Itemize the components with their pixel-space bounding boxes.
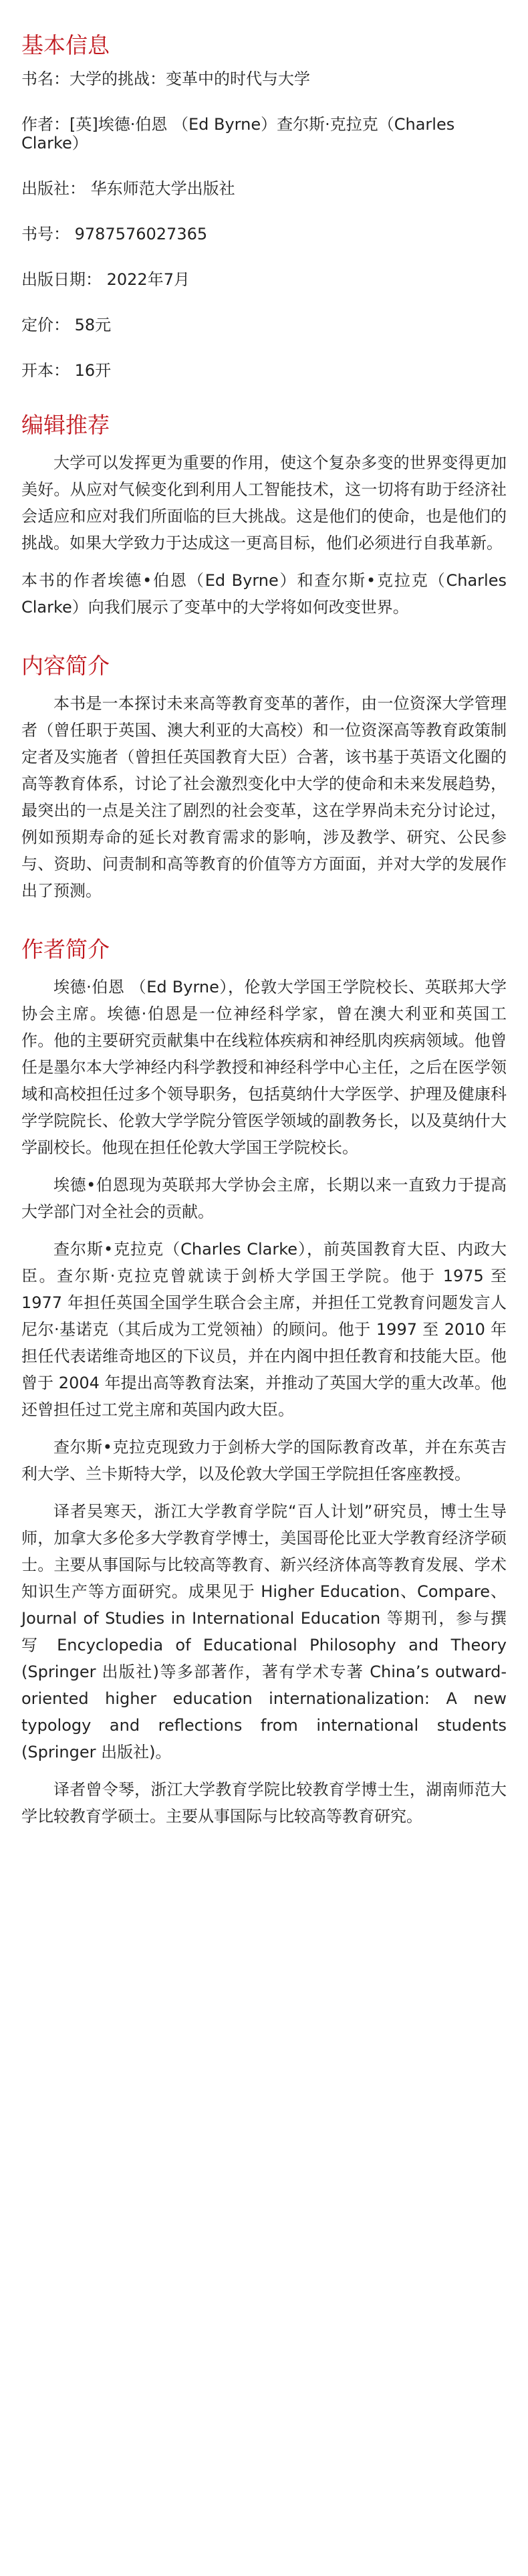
author-paragraph: 埃德•伯恩现为英联邦大学协会主席，长期以来一直致力于提高大学部门对全社会的贡献。 xyxy=(21,1176,507,1221)
editor-paragraph: 大学可以发挥更为重要的作用，使这个复杂多变的世界变得更加美好。从应对气候变化到利用人工智能技术，这一切将有助于经济社会适应和应对我们所面临的巨大挑战。这是他们的使命，也是他们的挑战。如果大学致力于达成这一更高目标，他们必须进行自我革新。 xyxy=(21,453,507,552)
content-summary-section xyxy=(21,647,507,904)
author-paragraph: 查尔斯•克拉克现致力于剑桥大学的国际教育改革，并在东英吉利大学、兰卡斯特大学，以及伦敦大学国王学院担任客座教授。 xyxy=(21,1438,507,1483)
section-title-editor-recommendation: 编辑推荐 xyxy=(21,412,110,438)
translator-paragraph: 译者吴寒天，浙江大学教育学院“百人计划”研究员，博士生导师，加拿大多伦多大学教育学博士，美国哥伦比亚大学教育经济学硕士。主要从事国际与比较高等教育、新兴经济体高等教育发展、学术知识生产等方面研究。成果见于 Higher Education、Compare、Journal of Studies in International Education 等期刊，参与撰写 Encyclopedia of Educational Philosophy and Theory (Springer 出版社)等多部著作，著有学术专著 China’s outward-oriented higher education internationalization: A new typology and reflections from international students (Springer 出版社)。 xyxy=(21,1502,507,1761)
info-isbn: 书号： 9787576027365 xyxy=(21,225,208,243)
editor-recommendation-section xyxy=(21,407,507,621)
info-publish-date: 出版日期： 2022年7月 xyxy=(21,270,190,289)
author-paragraph: 查尔斯•克拉克（Charles Clarke），前英国教育大臣、内政大臣。查尔斯·克拉克曾就读于剑桥大学国王学院。他于 1975 至 1977 年担任英国全国学生联合会主席，并担任工党教育问题发言人尼尔·基诺克（其后成为工党领袖）的顾问。他于 1997 至 2010 年担任代表诺维奇地区的下议员，并在内阁中担任教育和技能大臣。他曾于 2004 年提出高等教育法案，并推动了英国大学的重大改革。他还曾担任过工党主席和英国内政大臣。 xyxy=(21,1240,507,1419)
section-title-author-intro: 作者简介 xyxy=(21,936,110,962)
info-title: 书名：大学的挑战：变革中的时代与大学 xyxy=(21,70,310,88)
basic-info-section xyxy=(21,27,507,380)
translator-paragraph: 译者曾令琴，浙江大学教育学院比较教育学博士生，湖南师范大学比较教育学硕士。主要从事国际与比较高等教育研究。 xyxy=(21,1780,507,1826)
summary-paragraph: 本书是一本探讨未来高等教育变革的著作，由一位资深大学管理者（曾任职于英国、澳大利亚的大高校）和一位资深高等教育政策制定者及实施者（曾担任英国教育大臣）合著，该书基于英语文化圈的高等教育体系，讨论了社会激烈变化中大学的使命和未来发展趋势，最突出的一点是关注了剧烈的社会变革，这在学界尚未充分讨论过，例如预期寿命的延长对教育需求的影响，涉及教学、研究、公民参与、资助、问责制和高等教育的价值等方方面面，并对大学的发展作出了预测。 xyxy=(21,694,507,900)
info-author: 作者：[英]埃德·伯恩 （Ed Byrne）查尔斯·克拉克（Charles Clarke） xyxy=(21,115,455,152)
section-title-content-summary: 内容简介 xyxy=(21,653,110,679)
editor-paragraph: 本书的作者埃德•伯恩（Ed Byrne）和查尔斯•克拉克（Charles Clarke）向我们展示了变革中的大学将如何改变世界。 xyxy=(21,571,507,617)
section-title-basic-info: 基本信息 xyxy=(21,32,110,58)
author-paragraph: 埃德·伯恩 （Ed Byrne），伦敦大学国王学院校长、英联邦大学协会主席。埃德·伯恩是一位神经科学家，曾在澳大利亚和英国工作。他的主要研究贡献集中在线粒体疾病和神经肌肉疾病领域。他曾任是墨尔本大学神经内科学教授和神经科学中心主任，之后在医学领域和高校担任过多个领导职务，包括莫纳什大学医学、护理及健康科学学院院长、伦敦大学学院分管医学领域的副教务长，以及莫纳什大学副校长。他现在担任伦敦大学国王学院校长。 xyxy=(21,978,507,1157)
info-publisher: 出版社： 华东师范大学出版社 xyxy=(21,179,235,198)
info-format: 开本： 16开 xyxy=(21,361,112,380)
info-price: 定价： 58元 xyxy=(21,316,112,334)
author-intro-section xyxy=(21,931,507,1830)
